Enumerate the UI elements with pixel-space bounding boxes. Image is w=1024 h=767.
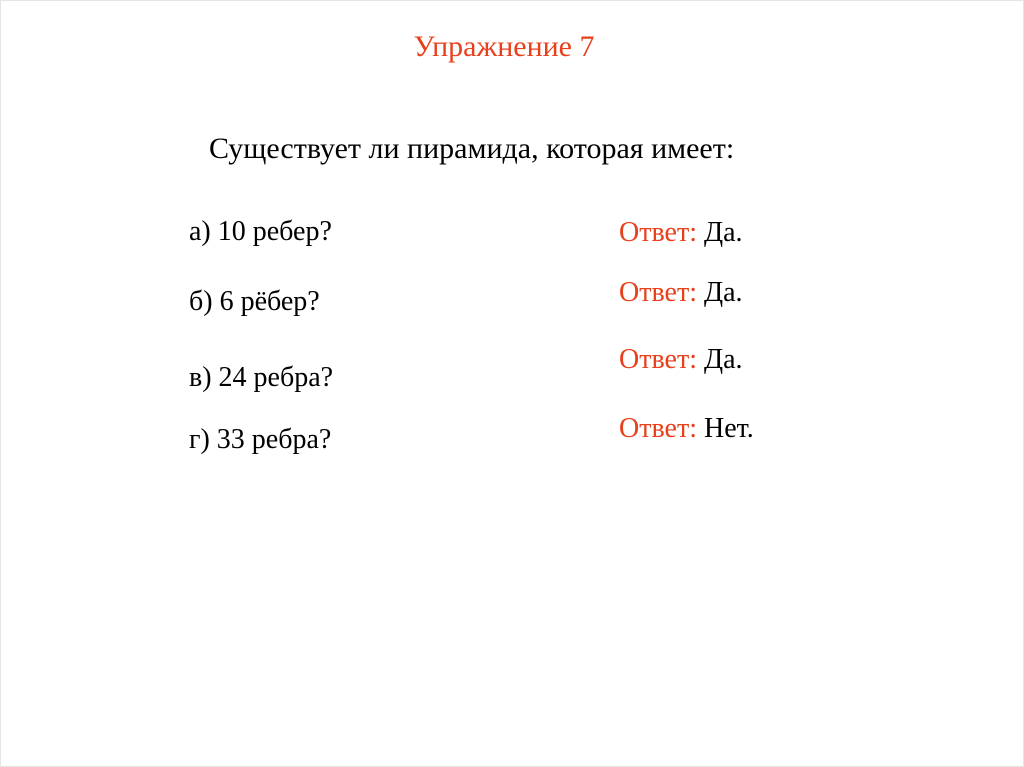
item-c-answer xyxy=(619,343,743,377)
item-b-answer xyxy=(619,276,743,310)
answer-c-sep: : xyxy=(689,344,704,375)
item-a-label: а) 10 ребер? xyxy=(189,216,332,247)
answer-b-prefix: Ответ xyxy=(619,277,690,308)
answer-c-prefix: Ответ xyxy=(619,344,690,375)
answer-b-value: Да. xyxy=(703,277,743,308)
item-a-answer xyxy=(619,216,743,250)
slide-title: Упражнение 7 xyxy=(413,30,595,63)
answer-d-prefix: Ответ xyxy=(619,413,690,444)
item-b-label: б) 6 рёбер? xyxy=(189,286,320,317)
question-text: Существует ли пирамида, которая имеет: xyxy=(209,132,735,165)
answer-b-sep: : xyxy=(689,277,704,308)
item-d-label: г) 33 ребра? xyxy=(189,424,332,455)
item-d-answer xyxy=(619,412,754,446)
answer-a-value: Да. xyxy=(703,217,743,248)
answer-a-sep: : xyxy=(689,217,704,248)
answer-d-value: Нет. xyxy=(703,413,754,444)
answer-d-sep: : xyxy=(689,413,704,444)
answer-a-prefix: Ответ xyxy=(619,217,690,248)
item-c-label: в) 24 ребра? xyxy=(189,362,334,393)
answer-c-value: Да. xyxy=(703,344,743,375)
